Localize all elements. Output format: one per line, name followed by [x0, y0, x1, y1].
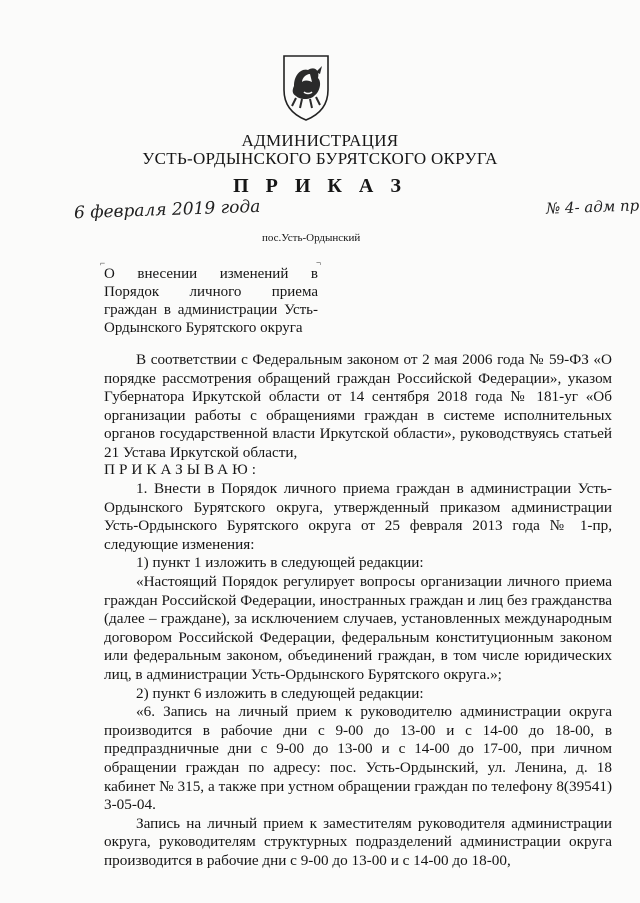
organization-name: АДМИНИСТРАЦИЯ	[241, 131, 399, 150]
order-word: ПРИКАЗЫВАЮ:	[104, 461, 260, 478]
preamble-block	[104, 351, 612, 463]
handwritten-number: № 4- адм пр	[545, 196, 640, 218]
organization-district: УСТЬ-ОРДЫНСКОГО БУРЯТСКОГО ОКРУГА	[142, 149, 498, 168]
item-1-paragraph: 1. Внести в Порядок личного приема граждан в администрации Усть-Ордынского Бурятского округа, утвержденный приказом администрации Усть-Ордынского Бурятского округа от 25 февраля 2013 года № 1-пр, следующие изменения:	[104, 480, 612, 553]
subject-line: Порядок личного приема	[104, 284, 318, 300]
subject-line: граждан в администрации Усть-	[104, 302, 318, 318]
handwritten-date: 6 февраля 2019 года	[73, 196, 261, 224]
subject-line: О внесении изменений в	[104, 266, 318, 282]
order-items	[104, 480, 612, 870]
corner-mark: ⌐	[100, 258, 106, 268]
order-subject	[104, 265, 318, 337]
subject-line: Ордынского Бурятского округа	[104, 320, 303, 336]
coat-of-arms-emblem	[280, 52, 332, 122]
paragraph-3: Запись на личный прием к заместителям руководителя администрации округа, руководителям структурных подразделений администрации округа производится в рабочие дни с 9-00 до 13-00 и с 14-00 до 18-00,	[104, 814, 612, 869]
document-title: П Р И К А З	[233, 175, 407, 197]
subitem-2-heading: 2) пункт 6 изложить в следующей редакции:	[136, 684, 424, 702]
corner-mark: ¬	[316, 258, 322, 268]
subitem-1-heading: 1) пункт 1 изложить в следующей редакции:	[136, 554, 424, 572]
preamble-paragraph: В соответствии с Федеральным законом от 2 мая 2006 года № 59-ФЗ «О порядке рассмотрения обращений граждан Российской Федерации», указом Губернатора Иркутской области от 14 сентября 2018 года № 181-уг «Об организации работы с обращениями граждан в системе исполнительных органов государственной власти Иркутской области», руководствуясь статьей 21 Устава Иркутской области,	[104, 351, 612, 461]
quoted-text-1: «Настоящий Порядок регулирует вопросы организации личного приема граждан Российской Федерации, иностранных граждан и лиц без гражданства (далее – граждане), за исключением случаев, установленных международным договором Российской Федерации, федеральным конституционным законом или федеральным законом, объединений граждан, в том числе юридических лиц, в администрации Усть-Ордынского Бурятского округа.»;	[104, 572, 612, 683]
quoted-text-2: «6. Запись на личный прием к руководителю администрации округа производится в рабочие дни с 9-00 до 13-00 и с 14-00 до 18-00, в предпраздничные дни с 9-00 до 13-00 и с 14-00 до 17-00, при личном обращении граждан по адресу: пос. Усть-Ордынский, ул. Ленина, д. 18 кабинет № 315, а также при устном обращении граждан по телефону 8(39541) 3-05-04.	[104, 703, 612, 814]
place-of-issue: пос.Усть-Ордынский	[262, 232, 361, 244]
